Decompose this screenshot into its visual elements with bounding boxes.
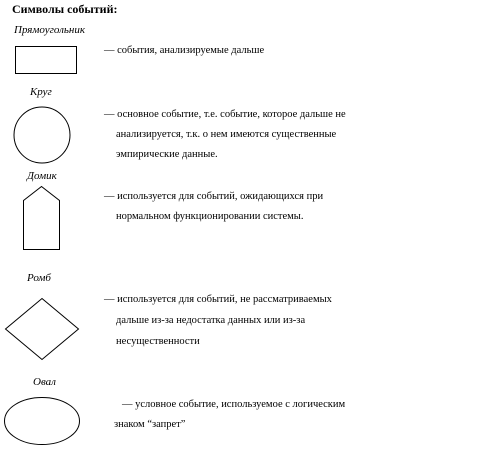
description-circle-line-1: — основное событие, т.е. событие, которое дальше не	[104, 109, 346, 120]
rectangle-symbol-icon	[15, 46, 77, 74]
symbol-label-diamond: Ромб	[27, 272, 51, 284]
ellipse-symbol-icon	[4, 397, 80, 445]
description-ellipse-line-1: — условное событие, используемое с логическим	[122, 399, 346, 410]
house-symbol-icon	[23, 186, 61, 250]
symbol-label-circle: Круг	[30, 86, 52, 98]
description-diamond-line-1: — используется для событий, не рассматриваемых	[104, 294, 332, 305]
symbol-label-ellipse: Овал	[33, 376, 56, 388]
description-house-line-2: нормальном функционировании системы.	[116, 211, 304, 222]
page-title: Символы событий:	[12, 2, 118, 16]
description-ellipse-line-2: знаком “запрет”	[114, 419, 186, 430]
symbol-label-rectangle: Прямоугольник	[14, 24, 86, 36]
description-circle-line-2: анализируется, т.к. о нем имеются существенные	[116, 129, 337, 140]
description-diamond-line-2: дальше из-за недостатка данных или из-за	[116, 315, 306, 326]
description-house-line-1: — используется для событий, ожидающихся при	[104, 191, 324, 202]
diamond-symbol-icon	[5, 298, 79, 360]
description-circle-line-3: эмпирические данные.	[116, 149, 218, 160]
description-rectangle-line-1: — события, анализируемые дальше	[104, 45, 265, 56]
description-diamond-line-3: несущественности	[116, 336, 200, 347]
circle-symbol-icon	[13, 106, 71, 164]
symbol-label-house: Домик	[27, 170, 57, 182]
